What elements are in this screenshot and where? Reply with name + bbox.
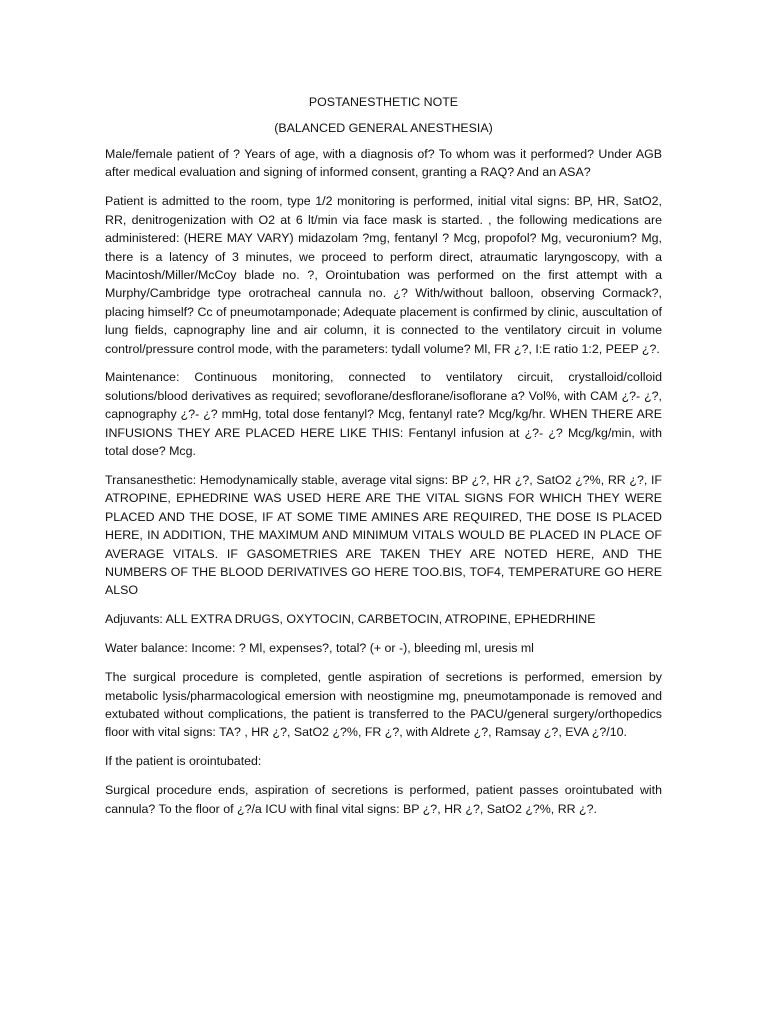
document-body [105,93,662,829]
paragraph-induction: Patient is admitted to the room, type 1/2 monitoring is performed, initial vital signs: BP, HR, SatO2, RR, denitrogenization with O2 at 6 lt/min via face mask is started. , the following medications are administered: (HERE MAY VARY) midazolam ?mg, fentanyl ? Mcg, propofol? Mg, vecuronium? Mg, there is a latency of 3 minutes, we proceed to perform direct, atraumatic laryngoscopy, with a Macintosh/Miller/McCoy blade no. ?, Orointubation was performed on the first attempt with a Murphy/Cambridge type orotracheal cannula no. ¿? With/without balloon, observing Cormack?, placing himself? Cc of pneumotamponade; Adequate placement is confirmed by clinic, auscultation of lung fields, capnography line and air column, it is connected to the ventilatory circuit in volume control/pressure control mode, with the parameters: tydall volume? Ml, FR ¿?, I:E ratio 1:2, PEEP ¿?. [105,194,662,356]
paragraph-adjuvants: Adjuvants: ALL EXTRA DRUGS, OXYTOCIN, CARBETOCIN, ATROPINE, EPHEDRHINE [105,612,596,627]
paragraph-emersion: The surgical procedure is completed, gentle aspiration of secretions is performed, emersion by metabolic lysis/pharmacological emersion with neostigmine mg, pneumotamponade is removed and extubated without complications, the patient is transferred to the PACU/general surgery/orthopedics floor with vital signs: TA? , HR ¿?, SatO2 ¿?%, FR ¿?, with Aldrete ¿?, Ramsay ¿?, EVA ¿?/10. [105,670,662,740]
paragraph-patient-intro: Male/female patient of ? Years of age, with a diagnosis of? To whom was it performed? Under AGB after medical evaluation and signing of informed consent, granting a RAQ? And an ASA? [105,147,662,180]
paragraph-maintenance: Maintenance: Continuous monitoring, connected to ventilatory circuit, crystalloid/colloid solutions/blood derivatives as required; sevoflorane/desflorane/isoflorane a? Vol%, with CAM ¿?- ¿?, capnography ¿?- ¿? mmHg, total dose fentanyl? Mcg, fentanyl rate? Mcg/kg/hr. WHEN THERE ARE INFUSIONS THEY ARE PLACED HERE LIKE THIS: Fentanyl infusion at ¿?- ¿? Mcg/kg/min, with total dose? Mcg. [105,370,662,459]
paragraph-transanesthetic: Transanesthetic: Hemodynamically stable, average vital signs: BP ¿?, HR ¿?, SatO2 ¿?%, RR ¿?, IF ATROPINE, EPHEDRINE WAS USED HERE ARE THE VITAL SIGNS FOR WHICH THEY WERE PLACED AND THE DOSE, IF AT SOME TIME AMINES ARE REQUIRED, THE DOSE IS PLACED HERE, IN ADDITION, THE MAXIMUM AND MINIMUM VITALS WOULD BE PLACED IN PLACE OF AVERAGE VITALS. IF GASOMETRIES ARE TAKEN THEY ARE NOTED HERE, AND THE NUMBERS OF THE BLOOD DERIVATIVES GO HERE TOO.BIS, TOF4, TEMPERATURE GO HERE ALSO [105,473,662,598]
paragraph-orointubated-end: Surgical procedure ends, aspiration of secretions is performed, patient passes orointubated with cannula? To the floor of ¿?/a ICU with final vital signs: BP ¿?, HR ¿?, SatO2 ¿?%, RR ¿?. [105,783,662,816]
document-subtitle: (BALANCED GENERAL ANESTHESIA) [274,121,493,135]
document-title: POSTANESTHETIC NOTE [308,95,459,109]
paragraph-orointubated-heading: If the patient is orointubated: [105,754,262,769]
paragraph-water-balance: Water balance: Income: ? Ml, expenses?, total? (+ or -), bleeding ml, uresis ml [105,641,534,656]
